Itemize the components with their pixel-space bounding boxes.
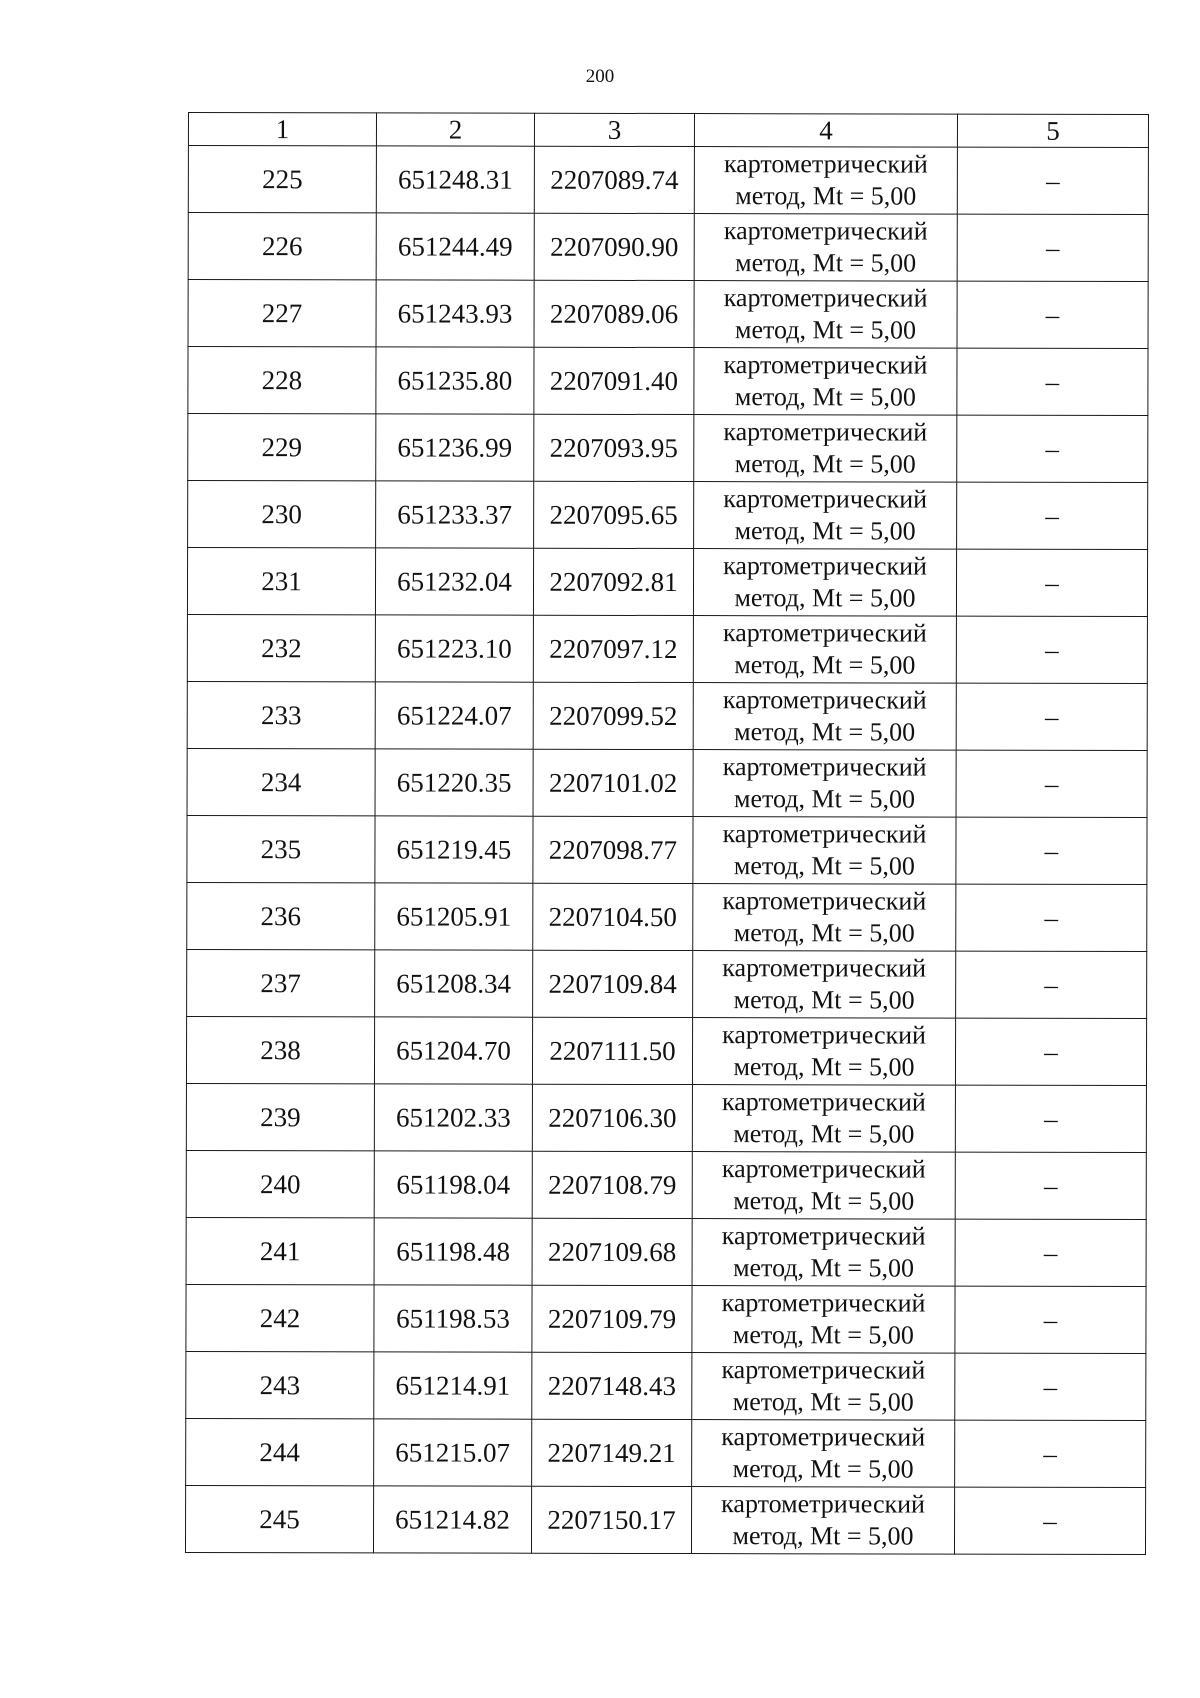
- note-cell: –: [957, 415, 1148, 482]
- point-number-cell: 231: [187, 548, 375, 615]
- y-coordinate-cell: 2207109.68: [532, 1218, 692, 1285]
- point-number-cell: 229: [188, 414, 376, 481]
- point-number-cell: 236: [187, 882, 375, 949]
- note-cell: –: [956, 750, 1147, 817]
- method-line-1: картометрический: [721, 1221, 926, 1251]
- table-row: [186, 1284, 1146, 1353]
- note-cell: –: [957, 147, 1148, 214]
- method-line-2: метод, Mt = 5,00: [734, 717, 916, 747]
- y-coordinate-cell: 2207109.79: [532, 1285, 692, 1352]
- header-row: [188, 113, 1148, 148]
- table-row: [186, 1016, 1146, 1085]
- method-line-2: метод, Mt = 5,00: [734, 516, 916, 546]
- note-cell: –: [956, 884, 1147, 951]
- y-coordinate-cell: 2207097.12: [533, 615, 693, 682]
- x-coordinate-cell: 651215.07: [374, 1419, 532, 1486]
- column-header-5: 5: [957, 114, 1148, 147]
- table-row: [188, 280, 1148, 349]
- y-coordinate-cell: 2207150.17: [531, 1486, 691, 1553]
- method-line-2: метод, Mt = 5,00: [734, 583, 916, 613]
- coordinates-table-wrapper: [185, 112, 1148, 1555]
- y-coordinate-cell: 2207091.40: [534, 347, 694, 414]
- x-coordinate-cell: 651233.37: [376, 481, 534, 548]
- table-row: [187, 815, 1147, 884]
- method-line-1: картометрический: [723, 484, 928, 514]
- x-coordinate-cell: 651244.49: [376, 213, 534, 280]
- method-line-1: картометрический: [721, 1154, 926, 1184]
- table-row: [188, 481, 1148, 550]
- table-row: [186, 1217, 1146, 1286]
- y-coordinate-cell: 2207111.50: [532, 1017, 692, 1084]
- x-coordinate-cell: 651214.91: [374, 1352, 532, 1419]
- method-cell: [693, 951, 956, 1019]
- y-coordinate-cell: 2207095.65: [534, 481, 694, 548]
- method-cell: [692, 1152, 955, 1220]
- table-row: [187, 949, 1147, 1018]
- x-coordinate-cell: 651235.80: [376, 347, 534, 414]
- method-line-2: метод, Mt = 5,00: [732, 1521, 914, 1551]
- note-cell: –: [956, 817, 1147, 884]
- method-line-1: картометрический: [722, 752, 927, 782]
- note-cell: –: [957, 281, 1148, 348]
- method-line-1: картометрический: [723, 149, 928, 179]
- note-cell: –: [956, 616, 1147, 683]
- note-cell: –: [955, 1286, 1146, 1353]
- method-cell: [693, 549, 956, 617]
- x-coordinate-cell: 651198.04: [374, 1151, 532, 1218]
- point-number-cell: 238: [186, 1016, 374, 1083]
- x-coordinate-cell: 651224.07: [375, 682, 533, 749]
- table-row: [188, 213, 1148, 282]
- table-row: [186, 1351, 1146, 1420]
- method-line-2: метод, Mt = 5,00: [734, 382, 916, 412]
- note-cell: –: [957, 482, 1148, 549]
- method-line-2: метод, Mt = 5,00: [733, 918, 915, 948]
- method-line-2: метод, Mt = 5,00: [735, 315, 917, 345]
- method-line-2: метод, Mt = 5,00: [734, 449, 916, 479]
- y-coordinate-cell: 2207089.06: [534, 280, 694, 347]
- table-row: [188, 146, 1148, 215]
- point-number-cell: 241: [186, 1217, 374, 1284]
- note-cell: –: [956, 951, 1147, 1018]
- method-cell: [694, 214, 957, 282]
- x-coordinate-cell: 651219.45: [375, 816, 533, 883]
- method-line-1: картометрический: [723, 216, 928, 246]
- note-cell: –: [955, 1018, 1146, 1085]
- column-header-3: 3: [534, 113, 694, 146]
- method-line-2: метод, Mt = 5,00: [733, 851, 915, 881]
- y-coordinate-cell: 2207149.21: [532, 1419, 692, 1486]
- method-cell: [692, 1286, 955, 1354]
- y-coordinate-cell: 2207104.50: [533, 883, 693, 950]
- point-number-cell: 228: [188, 347, 376, 414]
- table-header: [188, 113, 1148, 148]
- y-coordinate-cell: 2207089.74: [534, 146, 694, 213]
- table-row: [186, 1083, 1146, 1152]
- table-row: [187, 748, 1147, 817]
- table-row: [185, 1485, 1145, 1554]
- method-cell: [694, 348, 957, 416]
- method-line-2: метод, Mt = 5,00: [733, 1253, 915, 1283]
- method-line-2: метод, Mt = 5,00: [735, 181, 917, 211]
- method-cell: [693, 817, 956, 885]
- method-line-1: картометрический: [722, 953, 927, 983]
- point-number-cell: 243: [186, 1351, 374, 1418]
- method-line-1: картометрический: [722, 819, 927, 849]
- method-cell: [693, 750, 956, 818]
- table-row: [188, 347, 1148, 416]
- method-line-1: картометрический: [723, 283, 928, 313]
- table-row: [187, 681, 1147, 750]
- x-coordinate-cell: 651198.48: [374, 1218, 532, 1285]
- method-line-2: метод, Mt = 5,00: [734, 650, 916, 680]
- method-cell: [693, 683, 956, 751]
- y-coordinate-cell: 2207092.81: [533, 548, 693, 615]
- point-number-cell: 240: [186, 1150, 374, 1217]
- point-number-cell: 237: [187, 949, 375, 1016]
- method-line-2: метод, Mt = 5,00: [733, 1119, 915, 1149]
- table-row: [187, 882, 1147, 951]
- x-coordinate-cell: 651248.31: [376, 146, 534, 213]
- point-number-cell: 226: [188, 213, 376, 280]
- method-line-1: картометрический: [723, 551, 927, 581]
- method-line-1: картометрический: [721, 1422, 926, 1452]
- method-cell: [694, 281, 957, 349]
- point-number-cell: 239: [186, 1083, 374, 1150]
- y-coordinate-cell: 2207093.95: [534, 414, 694, 481]
- method-line-2: метод, Mt = 5,00: [733, 1186, 915, 1216]
- note-cell: –: [956, 549, 1147, 616]
- method-line-1: картометрический: [723, 350, 928, 380]
- method-cell: [692, 1018, 955, 1086]
- note-cell: –: [956, 683, 1147, 750]
- table-row: [186, 1418, 1146, 1487]
- note-cell: –: [955, 1152, 1146, 1219]
- page-number: 200: [585, 66, 615, 87]
- x-coordinate-cell: 651204.70: [374, 1017, 532, 1084]
- method-cell: [692, 1085, 955, 1153]
- x-coordinate-cell: 651232.04: [375, 548, 533, 615]
- method-line-2: метод, Mt = 5,00: [735, 248, 917, 278]
- y-coordinate-cell: 2207090.90: [534, 213, 694, 280]
- method-cell: [692, 1420, 955, 1488]
- y-coordinate-cell: 2207101.02: [533, 749, 693, 816]
- point-number-cell: 225: [188, 146, 376, 213]
- column-header-4: 4: [694, 114, 957, 148]
- method-line-1: картометрический: [721, 1087, 926, 1117]
- x-coordinate-cell: 651202.33: [374, 1084, 532, 1151]
- method-line-1: картометрический: [722, 685, 927, 715]
- method-cell: [692, 1353, 955, 1421]
- x-coordinate-cell: 651208.34: [375, 950, 533, 1017]
- point-number-cell: 242: [186, 1284, 374, 1351]
- y-coordinate-cell: 2207108.79: [532, 1151, 692, 1218]
- note-cell: –: [955, 1085, 1146, 1152]
- point-number-cell: 234: [187, 748, 375, 815]
- y-coordinate-cell: 2207098.77: [533, 816, 693, 883]
- note-cell: –: [955, 1420, 1146, 1487]
- method-line-2: метод, Mt = 5,00: [732, 1387, 914, 1417]
- method-cell: [694, 482, 957, 550]
- method-cell: [691, 1487, 954, 1555]
- method-line-1: картометрический: [722, 1020, 927, 1050]
- table-row: [186, 1150, 1146, 1219]
- method-cell: [692, 1219, 955, 1287]
- point-number-cell: 244: [186, 1418, 374, 1485]
- point-number-cell: 230: [188, 481, 376, 548]
- method-cell: [693, 884, 956, 952]
- method-line-2: метод, Mt = 5,00: [732, 1454, 914, 1484]
- y-coordinate-cell: 2207099.52: [533, 682, 693, 749]
- note-cell: –: [955, 1219, 1146, 1286]
- table-row: [187, 548, 1147, 617]
- table-row: [187, 614, 1147, 683]
- note-cell: –: [957, 348, 1148, 415]
- x-coordinate-cell: 651223.10: [375, 615, 533, 682]
- method-line-2: метод, Mt = 5,00: [733, 985, 915, 1015]
- method-line-1: картометрический: [723, 417, 928, 447]
- y-coordinate-cell: 2207106.30: [532, 1084, 692, 1151]
- y-coordinate-cell: 2207109.84: [533, 950, 693, 1017]
- y-coordinate-cell: 2207148.43: [532, 1352, 692, 1419]
- x-coordinate-cell: 651205.91: [375, 883, 533, 950]
- method-line-1: картометрический: [721, 1489, 926, 1519]
- method-cell: [694, 147, 957, 215]
- coordinates-table: [185, 112, 1149, 1555]
- note-cell: –: [954, 1487, 1145, 1554]
- x-coordinate-cell: 651198.53: [374, 1285, 532, 1352]
- method-cell: [693, 616, 956, 684]
- point-number-cell: 233: [187, 681, 375, 748]
- method-line-1: картометрический: [721, 1288, 926, 1318]
- method-line-2: метод, Mt = 5,00: [733, 1052, 915, 1082]
- x-coordinate-cell: 651214.82: [373, 1486, 531, 1553]
- method-line-2: метод, Mt = 5,00: [732, 1320, 914, 1350]
- method-line-2: метод, Mt = 5,00: [734, 784, 916, 814]
- point-number-cell: 232: [187, 614, 375, 681]
- method-line-1: картометрический: [721, 1355, 926, 1385]
- x-coordinate-cell: 651220.35: [375, 749, 533, 816]
- point-number-cell: 227: [188, 280, 376, 347]
- x-coordinate-cell: 651243.93: [376, 280, 534, 347]
- point-number-cell: 235: [187, 815, 375, 882]
- note-cell: –: [955, 1353, 1146, 1420]
- column-header-2: 2: [376, 113, 534, 146]
- method-cell: [694, 415, 957, 483]
- column-header-1: 1: [188, 113, 376, 146]
- method-line-1: картометрический: [722, 618, 927, 648]
- method-line-1: картометрический: [722, 886, 927, 916]
- point-number-cell: 245: [185, 1485, 373, 1552]
- table-row: [188, 414, 1148, 483]
- table-body: [185, 146, 1148, 1555]
- note-cell: –: [957, 214, 1148, 281]
- x-coordinate-cell: 651236.99: [376, 414, 534, 481]
